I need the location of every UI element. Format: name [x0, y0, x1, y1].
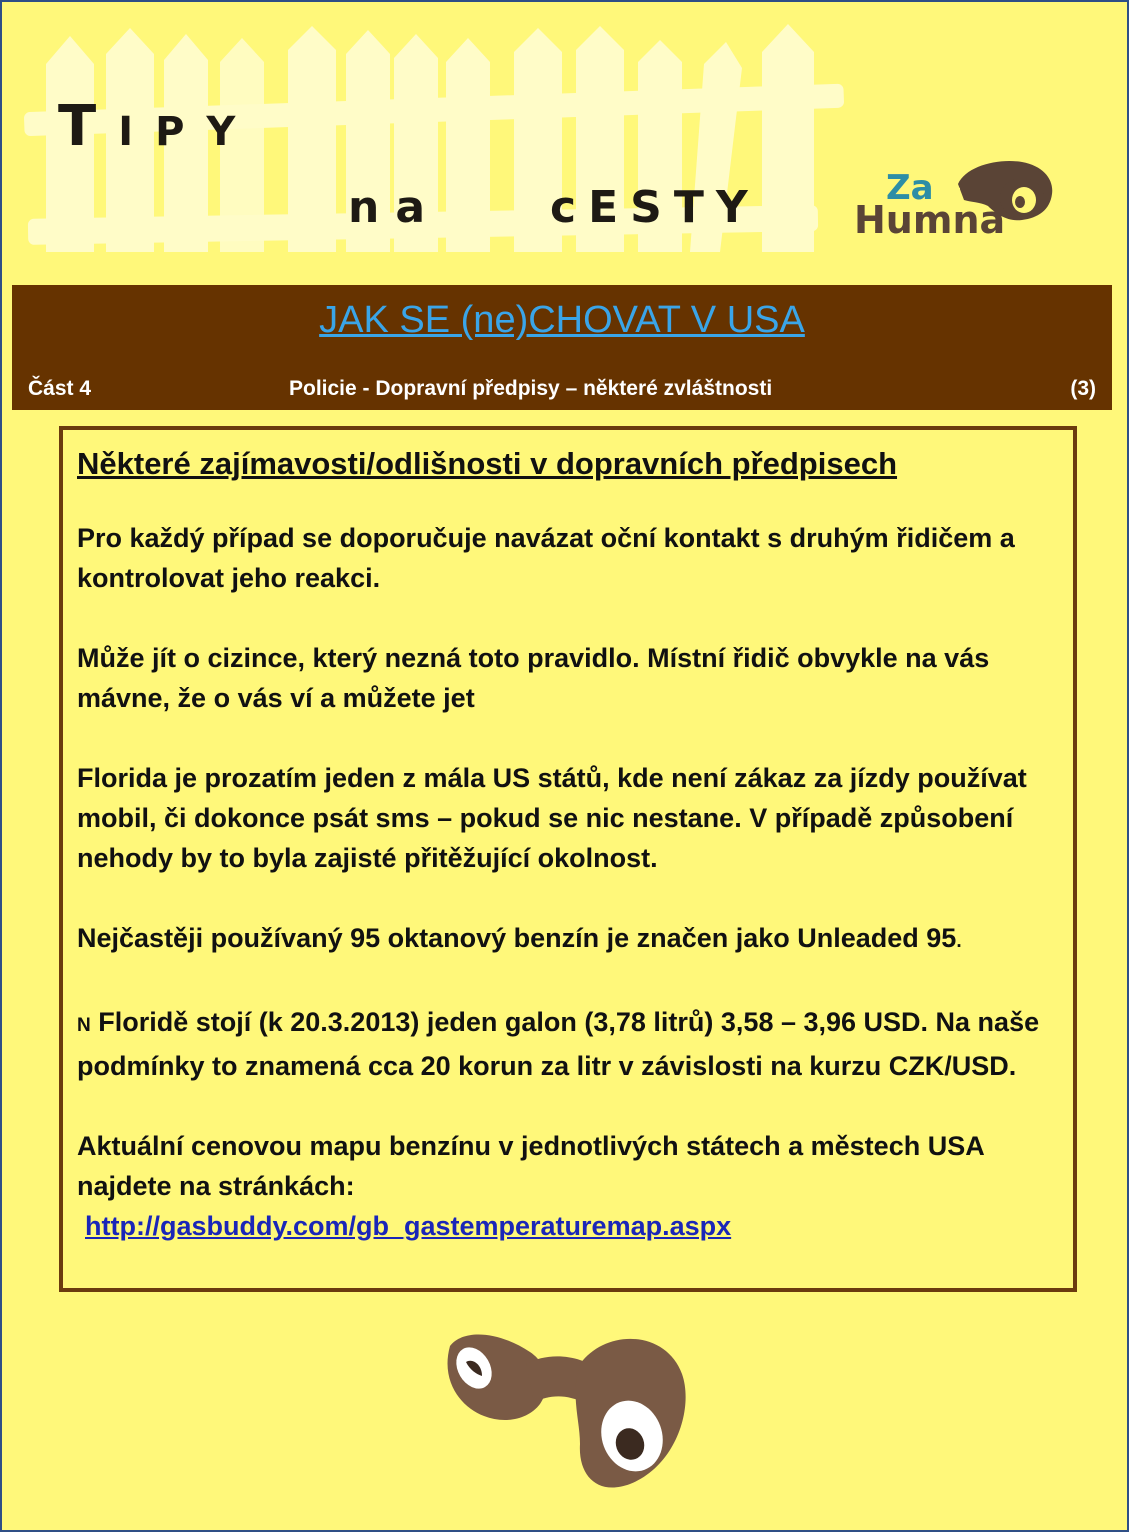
title-na: na [348, 182, 442, 233]
page-number: (3) [1070, 377, 1096, 400]
paragraph-eye-contact: Pro každý případ se doporučuje navázat oční kontakt s druhým řidičem a kontrolovat jeho reakci. [77, 523, 1015, 593]
gasbuddy-link[interactable]: http://gasbuddy.com/gb_gastemperaturemap.aspx [85, 1211, 732, 1241]
logo-za: Za [886, 168, 934, 208]
logo-humna: Humna [854, 198, 1006, 242]
paragraph-fuel-price [77, 1002, 1059, 1086]
title-cesty: cESTY [550, 182, 760, 233]
topic-label: Policie - Dopravní předpisy – některé zvláštnosti [289, 377, 773, 400]
fuel-price-text: Floridě stojí (k 20.3.2013) jeden galon (3,78 litrů) 3,58 – 3,96 USD. Na naše podmínky to znamená cca 20 korun za litr v závislosti na kurzu CZK/USD. [77, 1007, 1040, 1081]
paragraph-fuel-type [77, 918, 1059, 962]
part-label: Část 4 [28, 377, 92, 400]
fuel-type-period: . [956, 931, 962, 952]
binoculars-icon [430, 1324, 700, 1504]
fuel-type-text: Nejčastěji používaný 95 oktanový benzín je značen jako Unleaded 95 [77, 923, 957, 953]
content-box [59, 426, 1077, 1292]
title-tipy: TIPY [58, 94, 258, 159]
paragraph-florida-mobile: Florida je prozatím jeden z mála US států, kde není zákaz za jízdy používat mobil, či dokonce psát sms – pokud se nic nestane. V případě způsobení nehody by to byla zajisté přitěžující okolnost. [77, 763, 1027, 873]
title-banner [12, 285, 1112, 410]
paragraph-price-map [77, 1126, 1059, 1246]
fuel-price-lead: N [77, 1015, 91, 1036]
content-heading: Některé zajímavosti/odlišnosti v dopravních předpisech [77, 446, 898, 481]
banner-title: JAK SE (ne)CHOVAT V USA [319, 299, 805, 341]
price-map-text: Aktuální cenovou mapu benzínu v jednotlivých státech a městech USA najdete na stránkách: [77, 1131, 984, 1201]
paragraph-foreigner: Může jít o cizince, který nezná toto pravidlo. Místní řidič obvykle na vás mávne, že o vás ví a můžete jet [77, 643, 990, 713]
